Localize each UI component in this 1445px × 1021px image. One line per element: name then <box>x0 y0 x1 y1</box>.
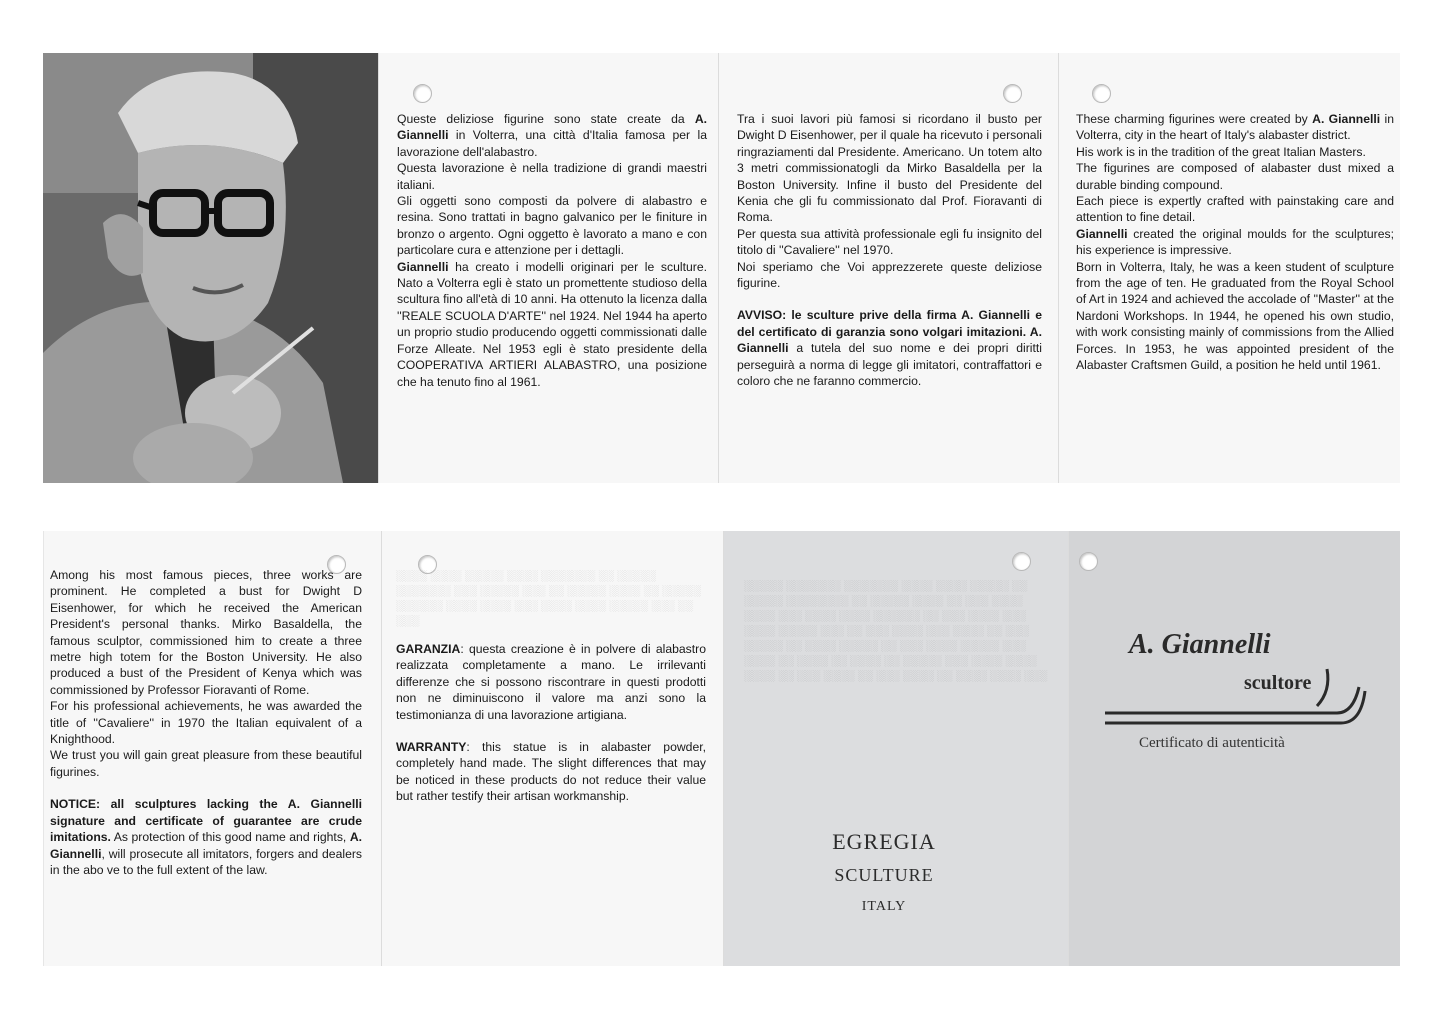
paragraph: Each piece is expertly crafted with painstaking care and attention to fine detail. <box>1076 194 1394 225</box>
italian-continued-text <box>737 111 1042 390</box>
paragraph: For his professional achievements, he was awarded the title of ''Cavaliere'' in 1970 the Italian equivalent of a Knighthood. <box>50 699 362 747</box>
paragraph: Queste deliziose figurine sono state create da A. Giannelli in Volterra, una città d'Italia famosa per la lavorazione dell'alabastro. <box>397 112 707 159</box>
english-continued-text <box>50 567 362 878</box>
paragraph <box>737 291 1042 307</box>
paragraph: Noi speriamo che Voi apprezzerete queste deliziose figurine. <box>737 259 1042 291</box>
punch-hole <box>1079 552 1098 571</box>
scultore-subtitle: scultore <box>1244 672 1312 694</box>
paragraph: We trust you will gain great pleasure from these beautiful figurines. <box>50 748 362 779</box>
sculptor-name-logo: A. Giannelli <box>1129 629 1271 660</box>
sculture-brand-line: SCULTURE <box>834 865 934 885</box>
paragraph: Tra i suoi lavori più famosi si ricordano il busto per Dwight D Eisenhower, per il quale ha ricevuto i personali ringraziamenti dal Presidente. Americano. Un totem alto 3 metri commissionatogli da Mirko Basaldella per la Boston University. Infine il busto del Presidente del Kenia che gli fu commissionato dal Prof. Fioravanti di Roma. <box>737 112 1042 225</box>
paragraph: These charming figurines were created by A. Giannelli in Volterra, city in the heart of Italy's alabaster district. <box>1076 112 1394 143</box>
sculptor-photo <box>43 53 378 483</box>
show-through-text: ░░░░ ░░░░ ░░░░░ ░░░░ ░░░░░░░ ░░ ░░░░░ ░░░░░░░ ░░░ ░░░░░ ░░░ ░░ ░░░░░ ░░░░ ░░ ░░░░░ ░░░░░░ ░░░░ ░░░░ ░░░ ░░░░ ░░░░ ░░░░░ ░░░ ░░ ░░░ <box>396 570 702 627</box>
brochure-bottom-strip <box>43 531 1400 966</box>
warranty-panel <box>381 531 723 966</box>
paragraph <box>396 723 706 739</box>
paragraph: GARANZIA: questa creazione è in polvere di alabastro realizzata completamente a mano. Le irrilevanti differenze che si possono riscontrare in questi prodotti non ne diminuiscono il valore ma anzi sono la testimonianza di una lavorazione artigiana. <box>396 642 706 722</box>
italian-text-panel-2 <box>718 53 1058 483</box>
italy-brand-line: ITALY <box>861 899 907 914</box>
paragraph: Questa lavorazione è nella tradizione di grandi maestri italiani. <box>397 161 707 192</box>
paragraph: Per questa sua attività professionale egli fu insignito del titolo di ''Cavaliere'' nel 1970. <box>737 226 1042 258</box>
warranty-text <box>396 641 706 805</box>
punch-hole <box>1092 84 1111 103</box>
punch-hole <box>413 84 432 103</box>
paragraph: Among his most famous pieces, three works are prominent. He completed a bust for Dwight D Eisenhower, for which he received the American President's personal thanks. Mirko Basaldella, the famous sculptor, commissioned him to create a three metre high totem for the Boston University. He also produced a bust of the President of Kenya which was commissioned by Professor Fioravanti of Rome. <box>50 568 362 697</box>
paragraph: His work is in the tradition of the great Italian Masters. <box>1076 144 1366 159</box>
front-cover-panel <box>1068 531 1400 966</box>
paragraph: AVVISO: le sculture prive della firma A. Giannelli e del certificato di garanzia sono volgari imitazioni. A. Giannelli a tutela del suo nome e dei propri diritti perseguirà a norma di legge gli imitatori, contraffattori e coloro che ne faranno commercio. <box>737 308 1042 389</box>
english-intro-text <box>1076 111 1394 374</box>
english-text-panel-1 <box>1058 53 1400 483</box>
paragraph: Born in Volterra, Italy, he was a keen student of sculpture from the age of ten. He graduated from the Royal School of Art in 1924 and achieved the accolade of ''Master'' at the Nardoni Workshops. In 1944, he opened his own studio, with work consisting mainly of commissions from the Allied Forces. In 1953, he was appointed president of the Alabaster Craftsmen Guild, a position he held until 1961. <box>1076 259 1394 373</box>
italian-intro-text <box>397 111 707 390</box>
paragraph: WARRANTY: this statue is in alabaster powder, completely hand made. The slight differences that may be noticed in these products do not reduce their value but rather testify their artisan workmanship. <box>396 740 706 804</box>
back-cover-panel <box>723 531 1068 966</box>
egregia-brand-line: EGREGIA <box>832 829 936 854</box>
brochure-top-strip <box>43 53 1400 483</box>
italian-text-panel-1 <box>378 53 718 483</box>
paragraph: Giannelli ha creato i modelli originari per le sculture. Nato a Volterra egli è stato un promettente studioso della scultura fino all'età di 10 anni. Ha ottenuto la licenza dalla ''REALE SCUOLA D'ARTE'' nel 1924. Nel 1944 ha aperto un proprio studio producendo oggetti commissionati dalle Forze Alleate. Nel 1953 egli è stato presidente della COOPERATIVA ARTIERI ALABASTRO, una posizione che ha tenuto fino al 1961. <box>397 259 707 389</box>
punch-hole <box>1012 552 1031 571</box>
paragraph: The figurines are composed of alabaster dust mixed a durable binding compound. <box>1076 161 1394 192</box>
punch-hole <box>1003 84 1022 103</box>
english-text-panel-2 <box>43 531 381 966</box>
paragraph: Giannelli created the original moulds for the sculptures; his experience is impressive. <box>1076 226 1394 258</box>
sculptor-portrait-image <box>43 53 378 483</box>
logo-swoosh-lines <box>1069 661 1400 741</box>
show-through-text: ░░░░░ ░░░░░░░ ░░░░░░░ ░░░░ ░░░░ ░░░░░ ░░ ░░░░░ ░░░░░░░░ ░░ ░░░░░ ░░░░ ░░ ░░░ ░░░░ ░░░░ ░░░ ░░░░ ░░░░ ░░░░░░ ░░ ░░░ ░░░░ ░░░ ░░░░ ░░░░░ ░░░ ░░ ░░░ ░░░░ ░░░ ░░░░ ░░ ░░░ ░░░░░ ░░ ░░░░ ░░░░░ ░░ ░░░ ░░░░ ░░░░░ ░░░ ░░░░ ░░ ░░░░ ░░ ░░░░ ░░ ░░░░░ ░░░ ░░░░ ░░░░ ░░░░ ░░ ░░░ ░░░░ ░░ ░░░ ░░░░ ░░ ░░░░ ░░░░ ░░░ <box>744 580 1048 682</box>
certificate-of-authenticity-label: Certificato di autenticità <box>1139 735 1285 751</box>
paragraph: NOTICE: all sculptures lacking the A. Giannelli signature and certificate of guarantee are crude imitations. As protection of this good name and rights, A. Giannelli, will prosecute all imitators, forgers and dealers in the abo ve to the full extent of the law. <box>50 797 362 877</box>
paragraph <box>50 780 362 796</box>
paragraph: Gli oggetti sono composti da polvere di alabastro e resina. Sono trattati in bagno galvanico per le finiture in bronzo o argento. Ogni oggetto è lavorato a mano e con particolare cura e attenzione per i dettagli. <box>397 194 707 258</box>
